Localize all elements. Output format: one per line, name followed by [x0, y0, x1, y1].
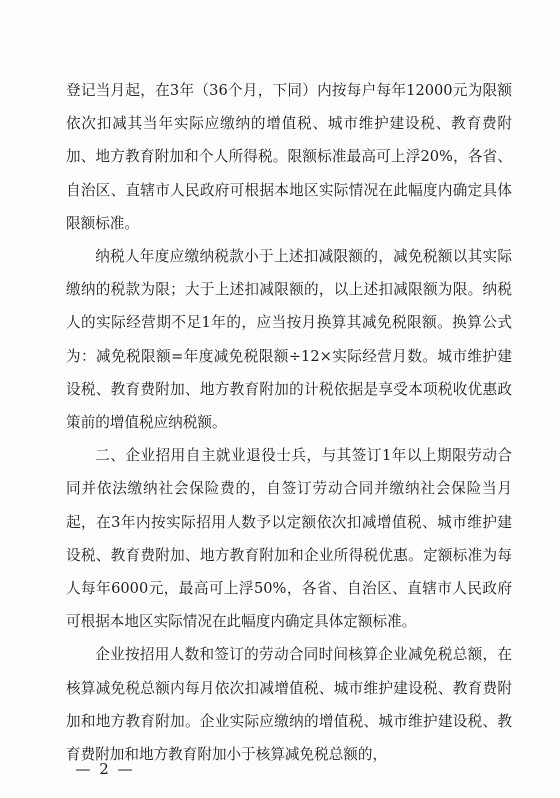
paragraph-4: 企业按招用人数和签订的劳动合同时间核算企业减免税总额，在核算减免税总额内每月依次扣减增值税、城市维护建设税、教育费附加和地方教育附加。企业实际应缴纳的增值税、城市维护建设税、教育费附加和地方教育附加小于核算减免税总额的， — [66, 646, 512, 764]
paragraph-1: 登记当月起，在3年（36个月，下同）内按每户每年12000元为限额依次扣减其当年实际应缴纳的增值税、城市维护建设税、教育费附加、地方教育附加和个人所得税。限额标准最高可上浮20%，各省、自治区、直辖市人民政府可根据本地区实际情况在此幅度内确定具体限额标准。 — [66, 82, 512, 232]
page-number: — 2 — — [75, 760, 135, 778]
body-text — [66, 74, 512, 771]
paragraph-3: 二、企业招用自主就业退役士兵，与其签订1年以上期限劳动合同并依法缴纳社会保险费的，自签订劳动合同并缴纳社会保险当月起，在3年内按实际招用人数予以定额依次扣减增值税、城市维护建设税、教育费附加、地方教育附加和企业所得税优惠。定额标准为每人每年6000元，最高可上浮50%，各省、自治区、直辖市人民政府可根据本地区实际情况在此幅度内确定具体定额标准。 — [66, 447, 512, 631]
paragraph-2: 纳税人年度应缴纳税款小于上述扣减限额的，减免税额以其实际缴纳的税款为限；大于上述扣减限额的，以上述扣减限额为限。纳税人的实际经营期不足1年的，应当按月换算其减免税限额。换算公式为：减免税限额=年度减免税限额÷12×实际经营月数。城市维护建设税、教育费附加、地方教育附加的计税依据是享受本项税收优惠政策前的增值税应纳税额。 — [66, 248, 512, 432]
